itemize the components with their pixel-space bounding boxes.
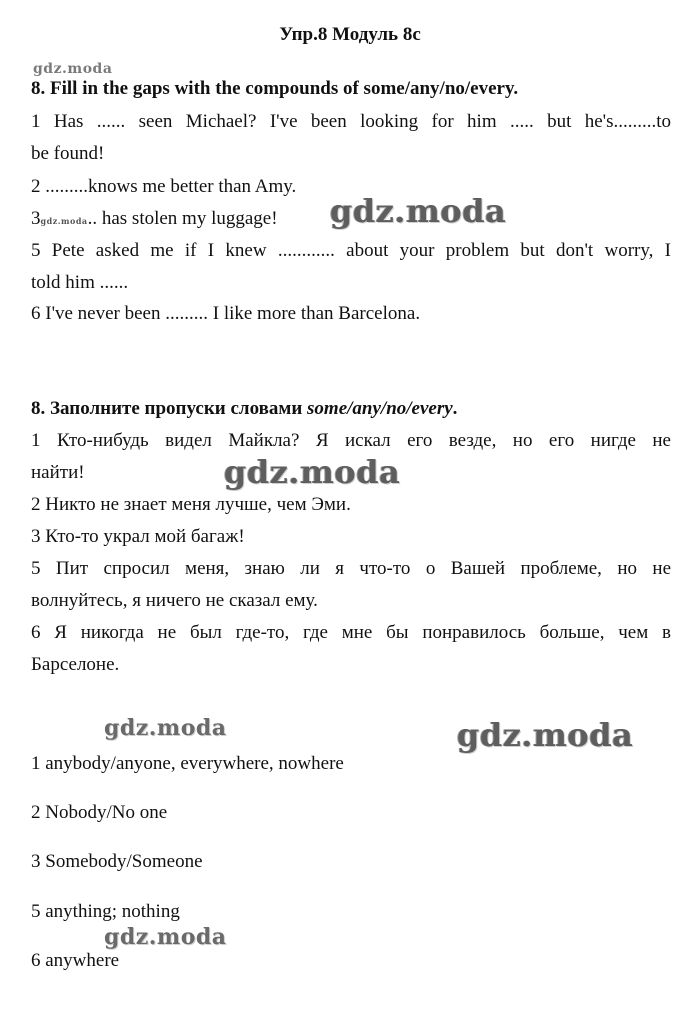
exercise-line-6: 6 I've never been ......... I like more than Barcelona. bbox=[31, 303, 421, 324]
answer-line: 3 Somebody/Someone bbox=[31, 851, 203, 872]
line-3-number: 3 bbox=[31, 208, 41, 229]
answer-line: 5 anything; nothing bbox=[31, 901, 180, 922]
page-title: Упр.8 Модуль 8c bbox=[279, 24, 421, 45]
watermark: gdz.moda bbox=[104, 924, 227, 950]
translation-line-5b: волнуйтесь, я ничего не сказал ему. bbox=[31, 590, 318, 611]
translation-line-3: 3 Кто-то украл мой багаж! bbox=[31, 526, 245, 547]
watermark: gdz.moda bbox=[33, 61, 113, 77]
translation-line-2: 2 Никто не знает меня лучше, чем Эми. bbox=[31, 494, 351, 515]
heading-ru-suffix: . bbox=[452, 398, 458, 419]
translation-line-5a: 5 Пит спросил меня, знаю ли я что-то о Вашей проблеме, но не bbox=[31, 558, 671, 579]
watermark: gdz.moda bbox=[224, 453, 401, 491]
answer-line: 6 anywhere bbox=[31, 950, 120, 971]
exercise-line-1a: 1 Has ...... seen Michael? I've been looking for him ..... but he's.........to bbox=[31, 111, 671, 132]
translation-line-6a: 6 Я никогда не был где-то, где мне бы понравилось больше, чем в bbox=[31, 622, 671, 643]
exercise-line-5a: 5 Pete asked me if I knew ............ about your problem but don't worry, I bbox=[31, 240, 671, 261]
line-3-text: .. has stolen my luggage! bbox=[87, 208, 278, 229]
exercise-line-3 bbox=[31, 207, 278, 233]
translation-line-1a: 1 Кто-нибудь видел Майкла? Я искал его везде, но его нигде не bbox=[31, 430, 671, 451]
translation-line-1b: найти! bbox=[31, 462, 85, 483]
answer-line: 1 anybody/anyone, everywhere, nowhere bbox=[31, 753, 344, 774]
exercise-line-5b: told him ...... bbox=[31, 272, 129, 293]
exercise-heading-ru bbox=[31, 397, 457, 421]
answer-line: 2 Nobody/No one bbox=[31, 802, 168, 823]
exercise-line-2: 2 .........knows me better than Amy. bbox=[31, 176, 297, 197]
watermark: gdz.moda bbox=[104, 715, 227, 741]
watermark: gdz.moda bbox=[457, 716, 634, 754]
heading-ru-prefix: 8. Заполните пропуски словами bbox=[31, 398, 308, 419]
exercise-line-1b: be found! bbox=[31, 143, 105, 164]
heading-ru-words: some/any/no/every bbox=[307, 398, 453, 419]
exercise-heading-en: 8. Fill in the gaps with the compounds of some/any/no/every. bbox=[31, 78, 519, 99]
translation-line-6b: Барселоне. bbox=[31, 654, 120, 675]
watermark: gdz.moda bbox=[40, 216, 88, 226]
watermark: gdz.moda bbox=[330, 192, 507, 230]
